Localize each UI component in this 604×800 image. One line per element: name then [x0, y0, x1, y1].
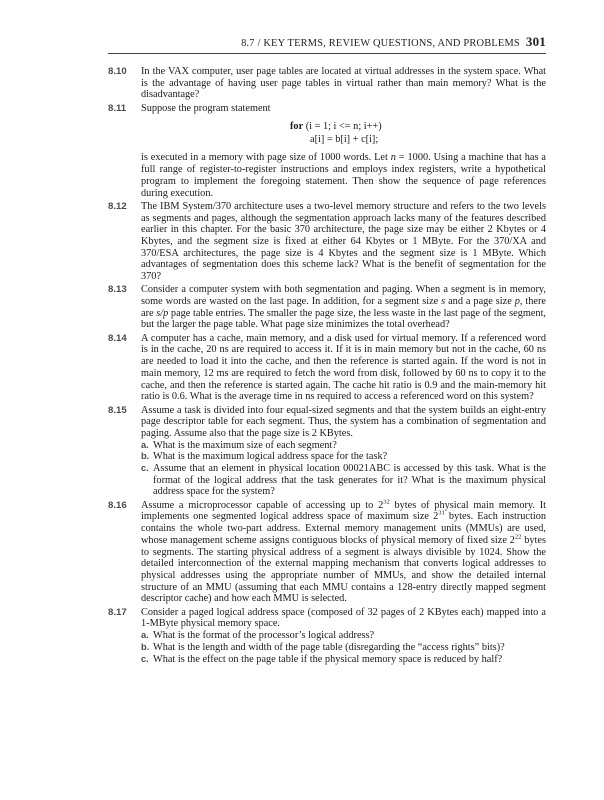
subquestion-letter: a. — [141, 439, 149, 450]
header-rule — [108, 53, 546, 54]
subquestion-a — [141, 440, 546, 452]
problems-list — [0, 66, 604, 667]
subquestion-text: What is the maximum logical address space for the task? — [153, 451, 388, 463]
problem-number: 8.11 — [108, 102, 127, 114]
running-title: 8.7 / KEY TERMS, REVIEW QUESTIONS, AND PROBLEMS — [241, 38, 520, 49]
problem-text-continued: is executed in a memory with page size of 1000 words. Let n = 1000. Using a machine that has a full range of register-to-register instructions and employs index registers, write a hypothetical program to implement the foregoing statement. Then show the sequence of page references during execution. — [141, 152, 546, 199]
problem-8-16 — [0, 500, 604, 605]
code-line-1 — [290, 121, 490, 134]
exponent: 22 — [514, 533, 522, 541]
problem-text: The IBM System/370 architecture uses a two-level memory structure and refers to the two levels as segments and pages, although the segmentation approach lacks many of the features described earlier in this chapter. For the basic 370 architecture, the page size may be either 2 Kbytes or 4 Kbytes, and the segment size is fixed at either 64 Kbytes or 1 MByte. For the 370/XA and 370/ESA architectures, the page size is 4 Kbytes and the segment size is 1 MByte. Which advantages of segmentation does this scheme lack? What is the benefit of segmentation for the 370? — [141, 200, 546, 283]
subquestion-b — [141, 451, 546, 463]
problem-number: 8.13 — [108, 284, 127, 296]
problem-number: 8.15 — [108, 404, 127, 416]
math-variable: n — [390, 152, 396, 164]
problem-text: Consider a paged logical address space (composed of 32 pages of 2 KBytes each) mapped into a 1-MByte physical memory space. — [141, 606, 546, 630]
subquestion-text: Assume that an element in physical location 00021ABC is accessed by this task. What is the format of the logical address that the task generates for it? What is the maximum physical address space for the system? — [153, 463, 546, 498]
code-keyword: for — [290, 121, 304, 133]
subquestion-c — [141, 463, 546, 498]
code-loop-header: (i = 1; i <= n; i++) — [303, 121, 382, 133]
math-variable: s — [441, 296, 446, 308]
problem-8-13 — [0, 284, 604, 331]
problem-text: Consider a computer system with both segmentation and paging. When a segment is in memory, some words are wasted on the last page. In addition, for a segment size s and a page size p, there are s/p page table entries. The smaller the page size, the less waste in the last page of the segment, but the larger the page table. What page size minimizes the total overhead? — [141, 284, 547, 331]
problem-number: 8.12 — [108, 200, 127, 212]
problem-text: Assume a microprocessor capable of accessing up to $2^{32}$ bytes of physical main memory. It implements one segmented logical address space of maximum size $2^{31}$ bytes. Each instruction contains the whole two-part address. External memory management units (MMUs) are used, whose management scheme assigns contiguous blocks of physical memory of fixed size $2^{22}$ bytes to segments. The starting physical address of a segment is always divisible by 1024. Show the detailed interconnection of the external mapping mechanism that converts logical addresses to physical addresses using the appropriate number of MMUs, and show the detailed internal structure of an MMU (assuming that each MMU contains a 128-entry directly mapped segment descriptor cache) and how each MMU is selected. — [141, 498, 547, 605]
subquestion-letter: b. — [141, 451, 150, 462]
problem-8-10 — [0, 66, 604, 101]
problem-number: 8.10 — [108, 66, 127, 77]
subquestion-a — [141, 630, 546, 642]
problem-number: 8.14 — [108, 332, 127, 344]
subquestion-text: What is the format of the processor’s logical address? — [153, 630, 375, 642]
problem-number: 8.17 — [108, 606, 127, 618]
exponent: 32 — [383, 498, 390, 506]
subquestion-letter: c. — [141, 653, 149, 664]
subquestion-text: What is the maximum size of each segment? — [153, 439, 337, 451]
running-header — [0, 34, 546, 50]
problem-8-15 — [0, 405, 604, 499]
page-number: 301 — [525, 34, 546, 49]
problem-number: 8.16 — [108, 499, 127, 511]
subquestion-letter: a. — [141, 630, 149, 641]
subquestion-letter: b. — [141, 641, 150, 652]
problem-8-11 — [0, 103, 604, 200]
problem-8-14 — [0, 333, 604, 403]
subquestion-b — [141, 642, 546, 654]
code-block — [290, 121, 490, 146]
subquestion-text: What is the length and width of the page table (disregarding the “access rights” bits)? — [153, 641, 505, 653]
problem-text: Suppose the program statement — [141, 102, 271, 114]
exponent: 31 — [438, 510, 445, 518]
subquestion-c — [141, 654, 546, 666]
problem-text: A computer has a cache, main memory, and a disk used for virtual memory. If a referenced word is in the cache, 20 ns are required to access it. If it is in main memory but not in the cache, 60 ns are needed to load it into the cache, and then the reference is started again. If the word is not in main memory, 12 ms are required to fetch the word from disk, followed by 60 ns to copy it to the cache, and then the reference is started again. The cache hit ratio is 0.9 and the main-memory hit ratio is 0.6. What is the average time in ns required to access a referenced word on this system? — [141, 332, 546, 403]
code-line-2: a[i] = b[i] + c[i]; — [310, 133, 379, 145]
math-variable: s/p — [156, 307, 169, 319]
subquestion-letter: c. — [141, 463, 149, 474]
problem-8-12 — [0, 201, 604, 283]
subquestion-text: What is the effect on the page table if the physical memory space is reduced by half? — [153, 653, 503, 665]
math-variable: p — [514, 296, 520, 308]
problem-8-17 — [0, 607, 604, 666]
problem-text: Assume a task is divided into four equal-sized segments and that the system builds an eight-entry page descriptor table for each segment. Thus, the system has a combination of segmentation and paging. Assume also that the page size is 2 KBytes. — [141, 404, 546, 439]
problem-text: In the VAX computer, user page tables are located at virtual addresses in the system space. What is the advantage of having user page tables in virtual rather than main memory? What is the disadvantage? — [141, 66, 546, 101]
